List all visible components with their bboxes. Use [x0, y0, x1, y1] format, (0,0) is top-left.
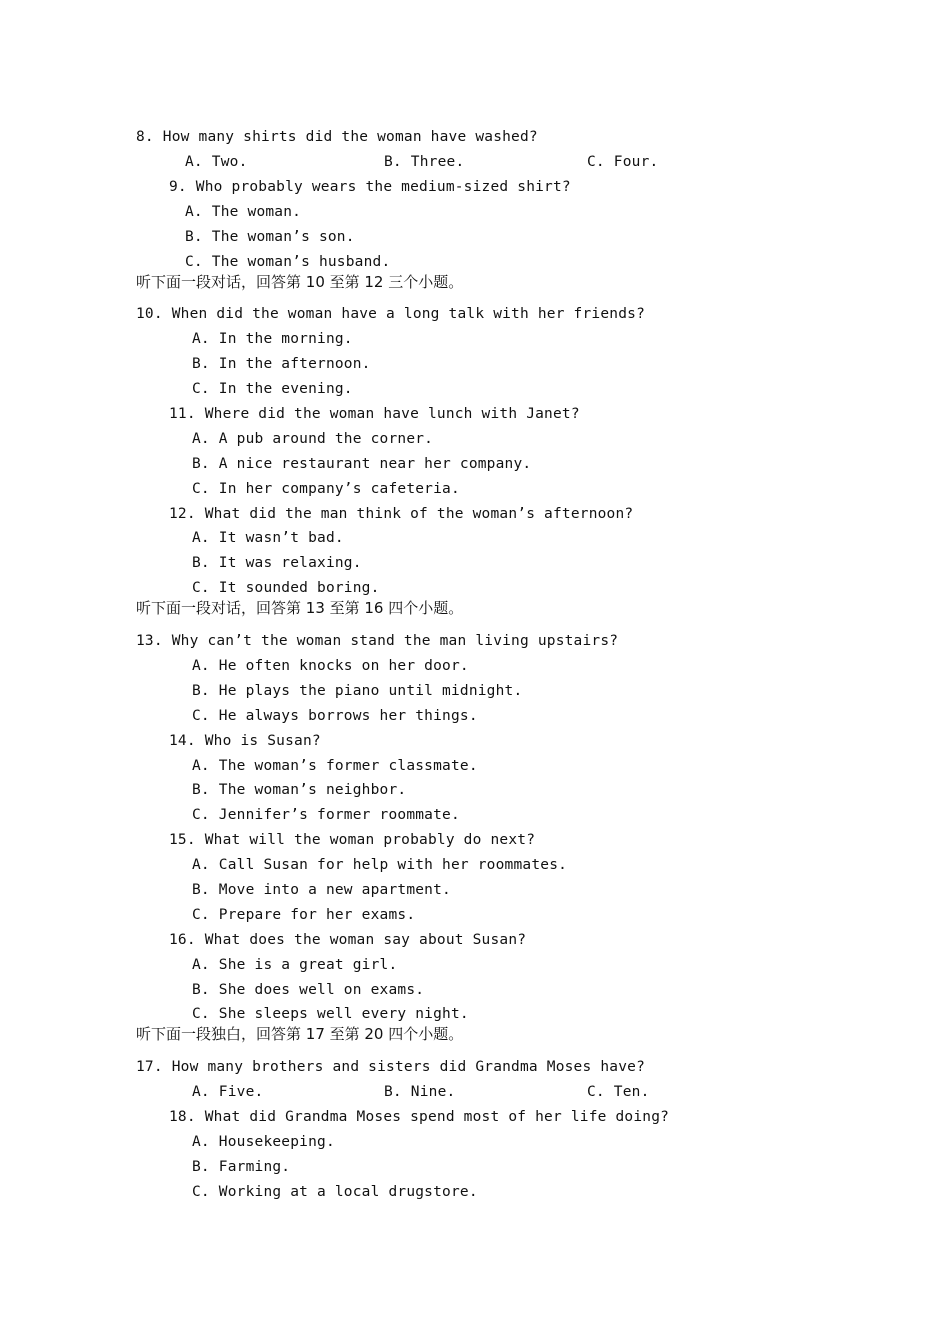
question-18-option-c: C. Working at a local drugstore.: [192, 1184, 478, 1200]
question-18-option-b: B. Farming.: [192, 1159, 291, 1175]
question-15-option-a: A. Call Susan for help with her roommates.: [192, 857, 568, 873]
question-10-option-b: B. In the afternoon.: [192, 356, 371, 372]
question-14-stem: 14. Who is Susan?: [169, 733, 321, 749]
question-13-option-a: A. He often knocks on her door.: [192, 658, 469, 674]
question-14-option-b: B. The woman’s neighbor.: [192, 782, 407, 798]
question-12-option-a: A. It wasn’t bad.: [192, 530, 344, 546]
question-11-option-c: C. In her company’s cafeteria.: [192, 481, 460, 497]
question-10-option-c: C. In the evening.: [192, 381, 353, 397]
question-18-option-a: A. Housekeeping.: [192, 1134, 335, 1150]
question-11-option-a: A. A pub around the corner.: [192, 431, 434, 447]
question-8-option-a: A. Two.: [185, 154, 248, 170]
question-9-option-a: A. The woman.: [185, 204, 302, 220]
question-10-stem: 10. When did the woman have a long talk with her friends?: [136, 306, 645, 322]
section-instruction-17-20: 听下面一段独白，回答第 17 至第 20 四个小题。: [136, 1025, 464, 1043]
question-12-stem: 12. What did the man think of the woman’s afternoon?: [169, 506, 634, 522]
question-12-option-c: C. It sounded boring.: [192, 580, 380, 596]
question-13-option-b: B. He plays the piano until midnight.: [192, 683, 523, 699]
question-10-option-a: A. In the morning.: [192, 331, 353, 347]
section-instruction-10-12: 听下面一段对话，回答第 10 至第 12 三个小题。: [136, 273, 464, 291]
question-16-option-b: B. She does well on exams.: [192, 982, 425, 998]
question-17-option-b: B. Nine.: [384, 1084, 456, 1100]
question-15-stem: 15. What will the woman probably do next?: [169, 832, 536, 848]
question-17-option-c: C. Ten.: [587, 1084, 650, 1100]
question-15-option-c: C. Prepare for her exams.: [192, 907, 416, 923]
question-18-stem: 18. What did Grandma Moses spend most of her life doing?: [169, 1109, 670, 1125]
question-16-option-a: A. She is a great girl.: [192, 957, 398, 973]
question-9-option-c: C. The woman’s husband.: [185, 254, 391, 270]
question-15-option-b: B. Move into a new apartment.: [192, 882, 451, 898]
question-8-option-b: B. Three.: [384, 154, 465, 170]
question-14-option-a: A. The woman’s former classmate.: [192, 758, 478, 774]
question-11-stem: 11. Where did the woman have lunch with Janet?: [169, 406, 580, 422]
question-17-stem: 17. How many brothers and sisters did Grandma Moses have?: [136, 1059, 645, 1075]
question-14-option-c: C. Jennifer’s former roommate.: [192, 807, 460, 823]
question-8-stem: 8. How many shirts did the woman have washed?: [136, 129, 538, 145]
question-9-stem: 9. Who probably wears the medium-sized shirt?: [169, 179, 571, 195]
question-8-option-c: C. Four.: [587, 154, 659, 170]
question-13-stem: 13. Why can’t the woman stand the man living upstairs?: [136, 633, 619, 649]
question-12-option-b: B. It was relaxing.: [192, 555, 362, 571]
question-13-option-c: C. He always borrows her things.: [192, 708, 478, 724]
question-11-option-b: B. A nice restaurant near her company.: [192, 456, 532, 472]
section-instruction-13-16: 听下面一段对话，回答第 13 至第 16 四个小题。: [136, 599, 464, 617]
question-16-option-c: C. She sleeps well every night.: [192, 1006, 469, 1022]
question-9-option-b: B. The woman’s son.: [185, 229, 355, 245]
question-16-stem: 16. What does the woman say about Susan?: [169, 932, 527, 948]
question-17-option-a: A. Five.: [192, 1084, 264, 1100]
